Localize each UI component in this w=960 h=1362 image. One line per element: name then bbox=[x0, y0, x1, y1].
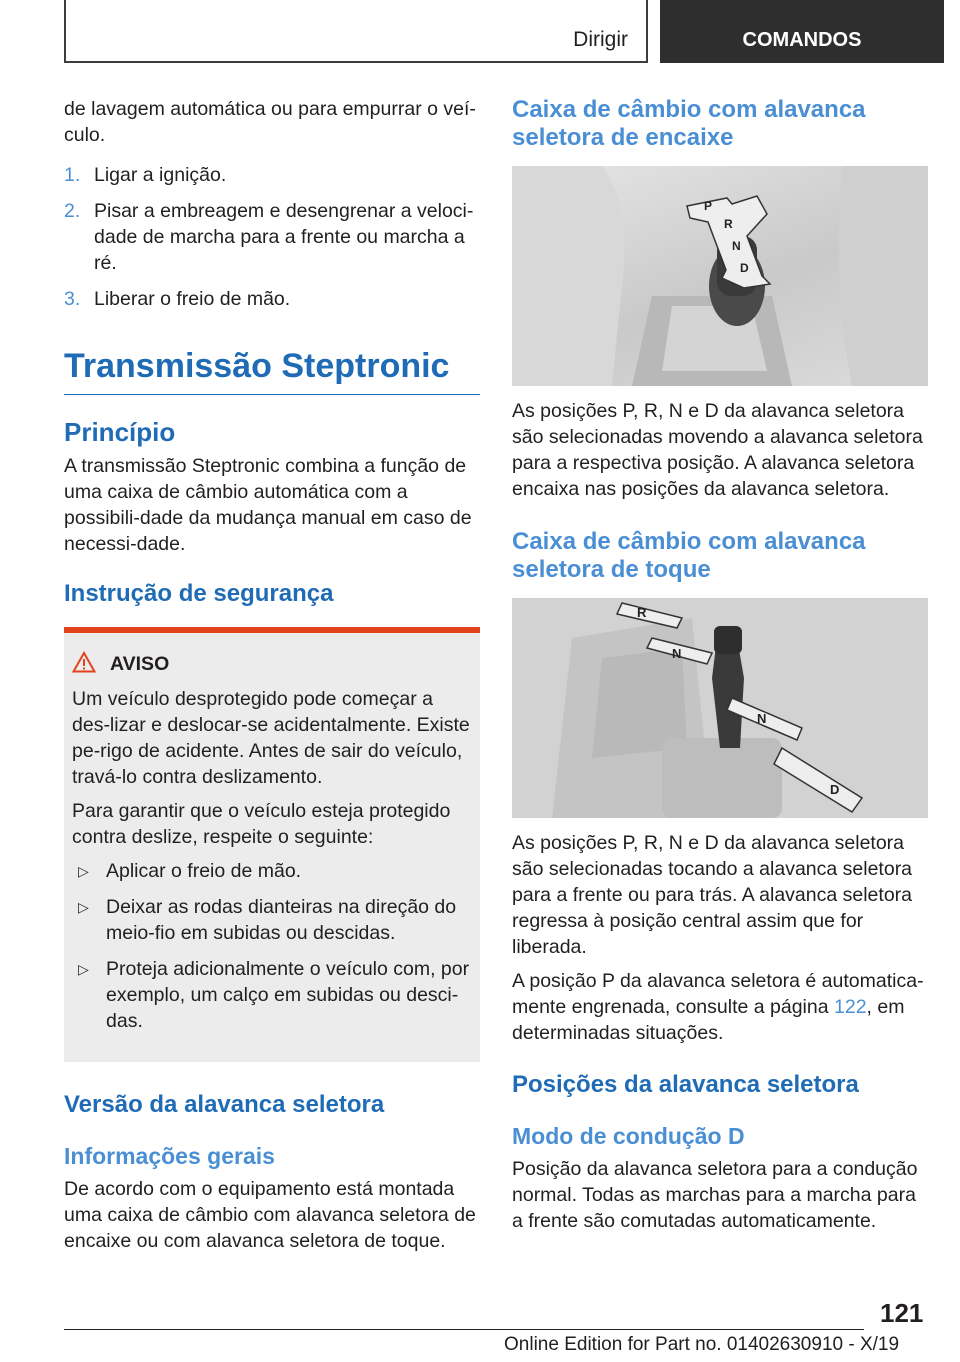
auto-p-after: , em determinadas situações. bbox=[512, 996, 905, 1044]
step-text: Ligar a ignição. bbox=[94, 164, 227, 186]
list-item bbox=[64, 286, 480, 312]
warning-triangle-icon bbox=[72, 651, 96, 678]
intro-text: de lavagem automática ou para empurrar o veí-culo. bbox=[64, 98, 476, 146]
step-number: 1. bbox=[64, 164, 81, 186]
step-text: Pisar a embreagem e desengrenar a veloci-dade de marcha para a frente ou marcha a ré. bbox=[94, 200, 474, 274]
list-item bbox=[64, 162, 480, 188]
bullet-triangle-icon: ▷ bbox=[78, 863, 89, 879]
lever2-text: As posições P, R, N e D da alavanca seletora são selecionadas tocando a alavanca seletora para a frente ou para trás. A alavanca seletora regressa à posição central assim que for liberada. bbox=[512, 832, 913, 958]
page-number: 121 bbox=[880, 1298, 924, 1328]
right-column bbox=[512, 96, 928, 1234]
warning-text-2: Para garantir que o veículo esteja protegido contra deslize, respeite o seguinte: bbox=[72, 800, 451, 848]
lever2-image bbox=[512, 598, 928, 818]
steps-list bbox=[64, 162, 480, 312]
lever1-image bbox=[512, 166, 928, 386]
bullet-triangle-icon: ▷ bbox=[78, 899, 89, 915]
mode-heading: Modo de condução D bbox=[512, 1123, 745, 1149]
bullet-text: Proteja adicionalmente o veículo com, por exemplo, um calço em subidas ou desci-das. bbox=[106, 958, 470, 1032]
general-heading: Informações gerais bbox=[64, 1143, 275, 1169]
lever1-text: As posições P, R, N e D da alavanca seletora são selecionadas movendo a alavanca seletora para a respectiva posição. A alavanca seletora encaixa nas posições da alavanca seletora. bbox=[512, 400, 923, 500]
auto-p-before: A posição P da alavanca seletora é automatica-mente engrenada, consulte a página bbox=[512, 970, 924, 1018]
lever2-label-r: R bbox=[637, 605, 647, 620]
lever2-label-d: D bbox=[830, 782, 840, 797]
warning-title: AVISO bbox=[110, 653, 170, 675]
lever2-heading: Caixa de câmbio com alavanca seletora de toque bbox=[512, 528, 866, 583]
version-heading: Versão da alavanca seletora bbox=[64, 1091, 385, 1118]
safety-heading: Instrução de segurança bbox=[64, 580, 334, 607]
lever1-heading: Caixa de câmbio com alavanca seletora de encaixe bbox=[512, 96, 866, 151]
principle-heading: Princípio bbox=[64, 417, 176, 447]
lever2-label-n1: N bbox=[672, 646, 682, 661]
auto-p-text bbox=[512, 968, 928, 1046]
step-number: 3. bbox=[64, 288, 81, 310]
lever1-label-r: R bbox=[724, 217, 733, 231]
warning-header bbox=[72, 651, 472, 678]
left-column bbox=[64, 96, 480, 1254]
edition-text: Online Edition for Part no. 01402630910 - X/19 bbox=[504, 1334, 900, 1355]
bullet-text: Aplicar o freio de mão. bbox=[106, 860, 302, 882]
lever2-label-n2: N bbox=[757, 711, 767, 726]
bullet-triangle-icon: ▷ bbox=[78, 961, 89, 977]
list-item bbox=[72, 894, 472, 946]
header-section-box bbox=[64, 0, 648, 63]
list-item bbox=[64, 198, 480, 276]
principle-text: A transmissão Steptronic combina a função de uma caixa de câmbio automática com a possibili-dade da mudança manual em caso de necessi-dade. bbox=[64, 455, 472, 555]
warning-box bbox=[64, 627, 480, 1062]
positions-heading: Posições da alavanca seletora bbox=[512, 1071, 859, 1098]
step-number: 2. bbox=[64, 200, 81, 222]
page-header bbox=[0, 0, 960, 68]
warning-list bbox=[72, 858, 472, 1034]
footer-rule bbox=[64, 1329, 864, 1330]
header-chapter: COMANDOS bbox=[660, 0, 944, 63]
lever1-label-n: N bbox=[732, 239, 741, 253]
list-item bbox=[72, 858, 472, 884]
mode-text: Posição da alavanca seletora para a condução normal. Todas as marchas para a marcha para a frente são comutadas automaticamente. bbox=[512, 1158, 918, 1232]
page-link[interactable]: 122 bbox=[834, 996, 867, 1018]
section-title: Transmissão Steptronic bbox=[64, 346, 480, 395]
header-section: Dirigir bbox=[573, 28, 628, 51]
lever1-label-p: P bbox=[704, 199, 713, 213]
lever1-label-d: D bbox=[740, 261, 749, 275]
bullet-text: Deixar as rodas dianteiras na direção do meio-fio em subidas ou descidas. bbox=[106, 896, 457, 944]
step-text: Liberar o freio de mão. bbox=[94, 288, 291, 310]
general-text: De acordo com o equipamento está montada uma caixa de câmbio com alavanca seletora de encaixe ou com alavanca seletora de toque. bbox=[64, 1178, 476, 1252]
list-item bbox=[72, 956, 472, 1034]
warning-text: Um veículo desprotegido pode começar a des-lizar e deslocar-se acidentalmente. Existe pe-rigo de acidente. Antes de sair do veículo, travá-lo contra deslizamento. bbox=[72, 688, 470, 788]
